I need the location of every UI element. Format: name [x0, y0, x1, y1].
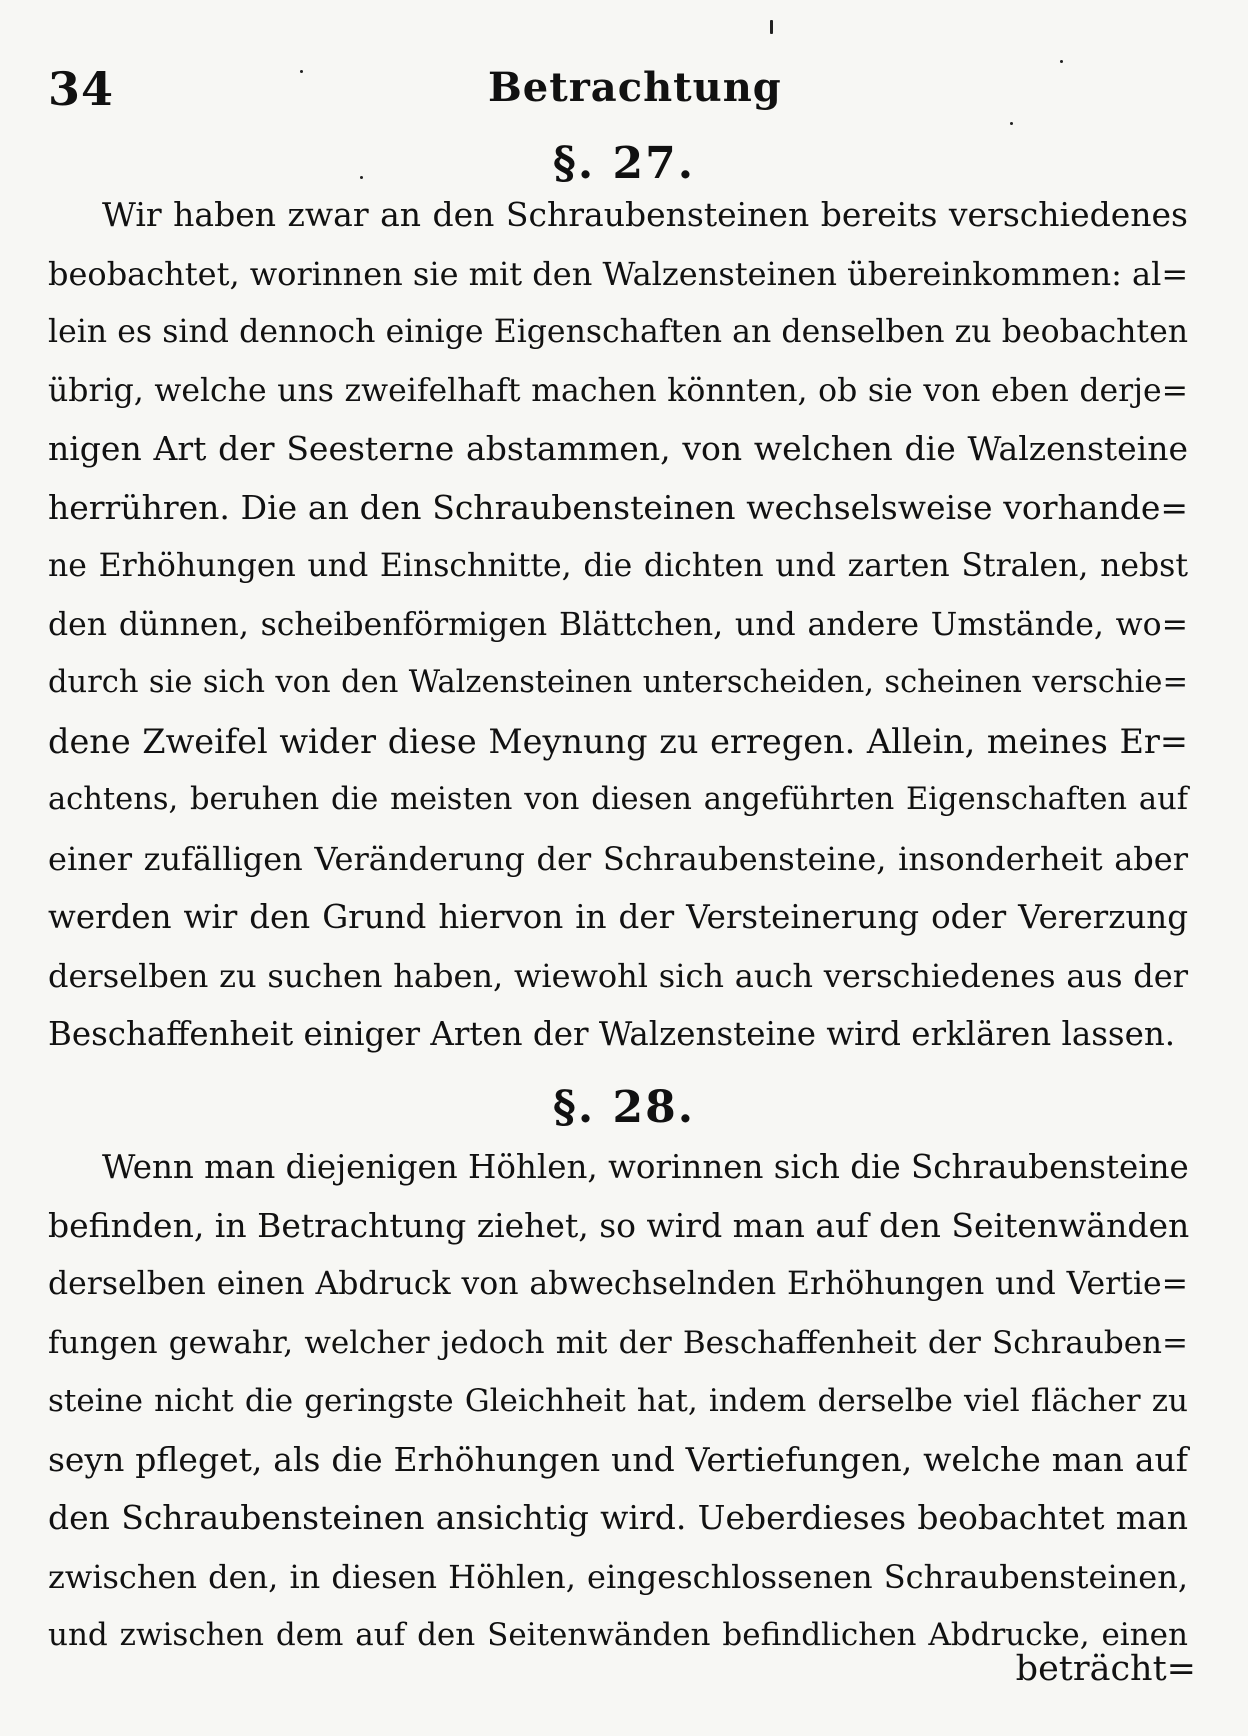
section-heading-28: §. 28. — [552, 1082, 696, 1133]
text-line: werden wir den Grund hiervon in der Versteinerung oder Vererzung — [48, 898, 1188, 936]
page-header — [48, 62, 1198, 122]
paragraph-section-27 — [48, 186, 1188, 1064]
text-line: und zwischen dem auf den Seitenwänden befindlichen Abdrucke, einen — [48, 1617, 1188, 1653]
scan-speck — [1010, 122, 1013, 125]
text-line: achtens, beruhen die meisten von diesen angeführten Eigenschaften auf — [48, 782, 1188, 817]
scan-speck — [300, 70, 303, 73]
text-line: lein es sind dennoch einige Eigenschaften an denselben zu beobachten — [48, 314, 1188, 350]
text-line: zwischen den, in diesen Höhlen, eingeschlossenen Schraubensteinen, — [48, 1557, 1188, 1596]
text-line: dene Zweifel wider diese Meynung zu erregen. Allein, meines Er= — [48, 721, 1188, 761]
text-line: herrühren. Die an den Schraubensteinen wechselsweise vorhande= — [48, 487, 1188, 527]
text-line: befinden, in Betrachtung ziehet, so wird man auf den Seitenwänden — [48, 1205, 1190, 1245]
text-line: nigen Art der Seesterne abstammen, von welchen die Walzensteine — [48, 429, 1188, 468]
page-number: 34 — [48, 62, 115, 116]
paragraph-section-28 — [48, 1138, 1188, 1665]
running-title: Betrachtung — [488, 64, 782, 111]
text-line: Wenn man diejenigen Höhlen, worinnen sich die Schraubensteine — [102, 1148, 1189, 1186]
text-line: seyn pfleget, als die Erhöhungen und Vertiefungen, welche man auf — [48, 1439, 1188, 1479]
text-line: den dünnen, scheibenförmigen Blättchen, und andere Umstände, wo= — [48, 606, 1188, 643]
scan-speck — [1060, 60, 1063, 63]
text-line: ne Erhöhungen und Einschnitte, die dichten und zarten Stralen, nebst — [48, 548, 1188, 584]
text-line: derselben einen Abdruck von abwechselnden Erhöhungen und Vertie= — [48, 1266, 1188, 1302]
scan-speck — [770, 20, 773, 34]
text-line: derselben zu suchen haben, wiewohl sich auch verschiedenes aus der — [48, 956, 1188, 995]
catchword: beträcht= — [1015, 1649, 1196, 1689]
text-line: Beschaffenheit einiger Arten der Walzensteine wird erklären lassen. — [48, 1015, 1176, 1053]
text-line: beobachtet, worinnen sie mit den Walzensteinen übereinkommen: al= — [48, 254, 1189, 293]
text-line: den Schraubensteinen ansichtig wird. Ueberdieses beobachtet man — [48, 1498, 1188, 1537]
text-line: fungen gewahr, welcher jedoch mit der Beschaffenheit der Schrauben= — [48, 1324, 1188, 1361]
text-line: übrig, welche uns zweifelhaft machen könnten, ob sie von eben derje= — [48, 372, 1188, 409]
text-line: Wir haben zwar an den Schraubensteinen bereits verschiedenes — [102, 195, 1188, 234]
section-heading-27: §. 27. — [552, 138, 696, 189]
text-line: steine nicht die geringste Gleichheit hat, indem derselbe viel flächer zu — [48, 1383, 1188, 1419]
scan-speck — [360, 176, 363, 179]
text-line: einer zufälligen Veränderung der Schraubensteine, insonderheit aber — [48, 839, 1188, 878]
text-line: durch sie sich von den Walzensteinen unterscheiden, scheinen verschie= — [48, 665, 1188, 700]
